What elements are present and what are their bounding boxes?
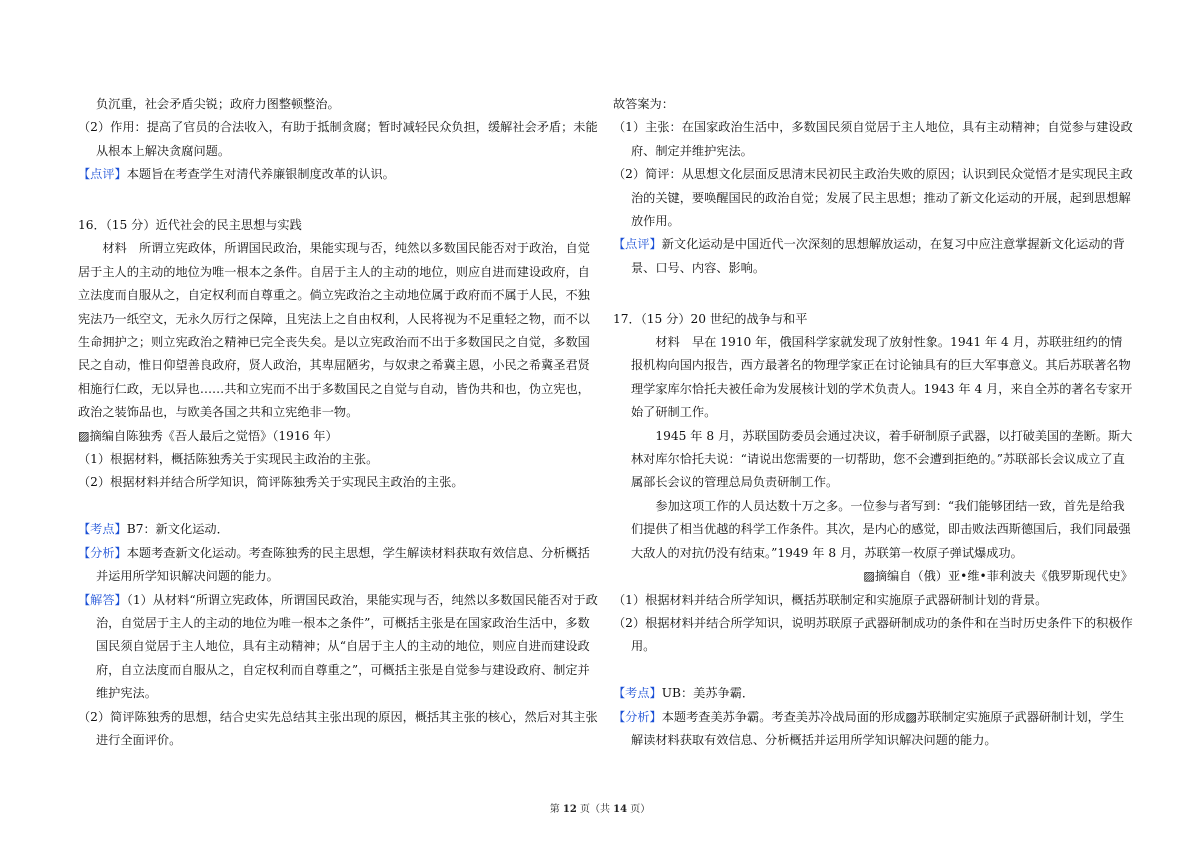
comment-paragraph — [613, 233, 1133, 280]
solution-paragraph — [78, 589, 598, 706]
question-17-title: 17．（15 分）20 世纪的战争与和平 — [613, 311, 808, 326]
comment-text: 新文化运动是中国近代一次深刻的思想解放运动，在复习中应注意掌握新文化运动的背景、口号、内容、影响。 — [631, 237, 1125, 275]
spacer — [613, 659, 1133, 682]
answer-part-2: （2）作用：提高了官员的合法收入，有助于抵制贪腐；暂时减轻民众负担，缓解社会矛盾；未能从根本上解决贪腐问题。 — [78, 120, 598, 158]
spacer — [613, 280, 1133, 303]
key-point-tag: 【考点】 — [78, 522, 127, 537]
spacer — [78, 495, 598, 518]
question-16-title: 16．（15 分）近代社会的民主思想与实践 — [78, 218, 302, 233]
answer-part-2: （2）简评：从思想文化层面反思清末民初民主政治失败的原因；认识到民众觉悟才是实现民主政治的关键，要唤醒国民的政治自觉；发展了民主思想；推动了新文化运动的开展，起到思想解放作用。 — [613, 167, 1133, 229]
current-page-number: 12 — [562, 804, 577, 815]
analysis-paragraph — [78, 542, 598, 589]
key-point-paragraph — [613, 682, 1133, 705]
key-point-tag: 【考点】 — [613, 686, 662, 701]
footer-suffix: 页） — [627, 804, 651, 815]
page-footer — [0, 800, 1200, 815]
analysis-tag: 【分析】 — [78, 545, 127, 560]
solution-text-1: （1）从材料“所谓立宪政体，所谓国民政治，果能实现与否，纯然以多数国民能否对于政治，自觉居于主人的主动的地位为唯一根本之条件”，可概括主张是在国家政治生活中，多数国民须自觉居于主人地位，具有主动精神；从“自居于主人的主动的地位，则应自进而建设政府，自立法度而自服从之，自定权利而自尊重之”，可概括主张是自觉参与建设政府、制定并维护宪法。 — [96, 592, 598, 701]
total-page-number: 14 — [613, 804, 628, 815]
analysis-tag: 【分析】 — [613, 709, 662, 724]
question-17-sub-1: （1）根据材料并结合所学知识，概括苏联制定和实施原子武器研制计划的背景。 — [613, 592, 1048, 607]
analysis-paragraph — [613, 706, 1133, 753]
question-17-material-2: 1945 年 8 月，苏联国防委员会通过决议，着手研制原子武器，以打破美国的垄断。斯大林对库尔恰托夫说：“请说出您需要的一切帮助，您不会遭到拒绝的。”苏联部长会议成立了直属部长会议的管理总局负责研制工作。 — [631, 428, 1133, 490]
analysis-text: 本题考查美苏争霸。考查美苏冷战局面的形成▨苏联制定实施原子武器研制计划，学生解读材料获取有效信息、分析概括并运用所学知识解决问题的能力。 — [631, 709, 1125, 747]
solution-tag: 【解答】 — [78, 592, 127, 607]
answer-continuation: 负沉重，社会矛盾尖锐；政府力图整顿整治。 — [96, 97, 340, 111]
comment-tag: 【点评】 — [613, 237, 662, 252]
question-17-sub-2: （2）根据材料并结合所学知识，说明苏联原子武器研制成功的条件和在当时历史条件下的积极作用。 — [613, 615, 1133, 654]
question-17-source: ▨摘编自（俄）亚•维•菲利波夫《俄罗斯现代史》 — [863, 569, 1133, 584]
question-17-material-3: 参加这项工作的人员达数十万之多。一位参与者写到：“我们能够团结一致，首先是给我们提供了相当优越的科学工作条件。其次，是内心的感觉，即击败法西斯德国后，我们同最强大敌人的对抗仍没有结束。”1949 年 8 月，苏联第一枚原子弹试爆成功。 — [631, 498, 1131, 560]
key-point-text: UB：美苏争霸． — [661, 686, 755, 701]
comment-tag: 【点评】 — [78, 167, 127, 182]
answer-part-1: （1）主张：在国家政治生活中，多数国民须自觉居于主人地位，具有主动精神；自觉参与建设政府、制定并维护宪法。 — [613, 120, 1133, 158]
footer-mid: 页（共 — [576, 804, 614, 815]
left-column — [78, 93, 598, 752]
question-17-material-1: 材料 早在 1910 年，俄国科学家就发现了放射性象。1941 年 4 月，苏联驻纽约的情报机构向国内报告，西方最著名的物理学家正在讨论铀具有的巨大军事意义。其后苏联著名物理学家库尔恰托夫被任命为发展核计划的学术负责人。1943 年 4 月，来自全苏的著名专家开始了研制工作。 — [631, 335, 1133, 420]
comment-text: 本题旨在考查学生对清代养廉银制度改革的认识。 — [126, 167, 395, 182]
question-16-source: ▨摘编自陈独秀《吾人最后之觉悟》（1916 年） — [78, 428, 338, 443]
footer-prefix: 第 — [549, 804, 563, 815]
right-column — [613, 93, 1133, 752]
key-point-paragraph — [78, 518, 598, 541]
question-16-sub-2: （2）根据材料并结合所学知识，简评陈独秀关于实现民主政治的主张。 — [78, 475, 464, 490]
analysis-text: 本题考查新文化运动。考查陈独秀的民主思想，学生解读材料获取有效信息、分析概括并运用所学知识解决问题的能力。 — [96, 545, 590, 584]
answer-intro: 故答案为： — [613, 97, 674, 111]
question-16-sub-1: （1）根据材料，概括陈独秀关于实现民主政治的主张。 — [78, 452, 379, 467]
comment-paragraph — [78, 163, 598, 186]
solution-text-2: （2）简评陈独秀的思想，结合史实先总结其主张出现的原因，概括其主张的核心，然后对其主张进行全面评价。 — [78, 709, 598, 747]
key-point-text: B7：新文化运动． — [126, 522, 229, 537]
question-16-material: 材料 所谓立宪政体，所谓国民政治，果能实现与否，纯然以多数国民能否对于政治，自觉居于主人的主动的地位为唯一根本之条件。自居于主人的主动的地位，则应自进而建设政府，自立法度而自服从之，自定权利而自尊重之。倘立宪政治之主动地位属于政府而不属于人民，不独宪法乃一纸空文，无永久厉行之保障，且宪法上之自由权利，人民将视为不足重轻之物，而不以生命拥护之；则立宪政治之精神已完全丧失矣。是以立宪政治而不出于多数国民之自觉，多数国民之自动，惟日仰望善良政府，贤人政治，其卑屈陋劣，与奴隶之希冀主恩，小民之希冀圣君贤相施行仁政，无以异也……共和立宪而不出于多数国民之自觉与自动，皆伪共和也，伪立宪也，政治之装饰品也，与欧美各国之共和立宪绝非一物。 — [78, 241, 590, 420]
spacer — [78, 187, 598, 210]
